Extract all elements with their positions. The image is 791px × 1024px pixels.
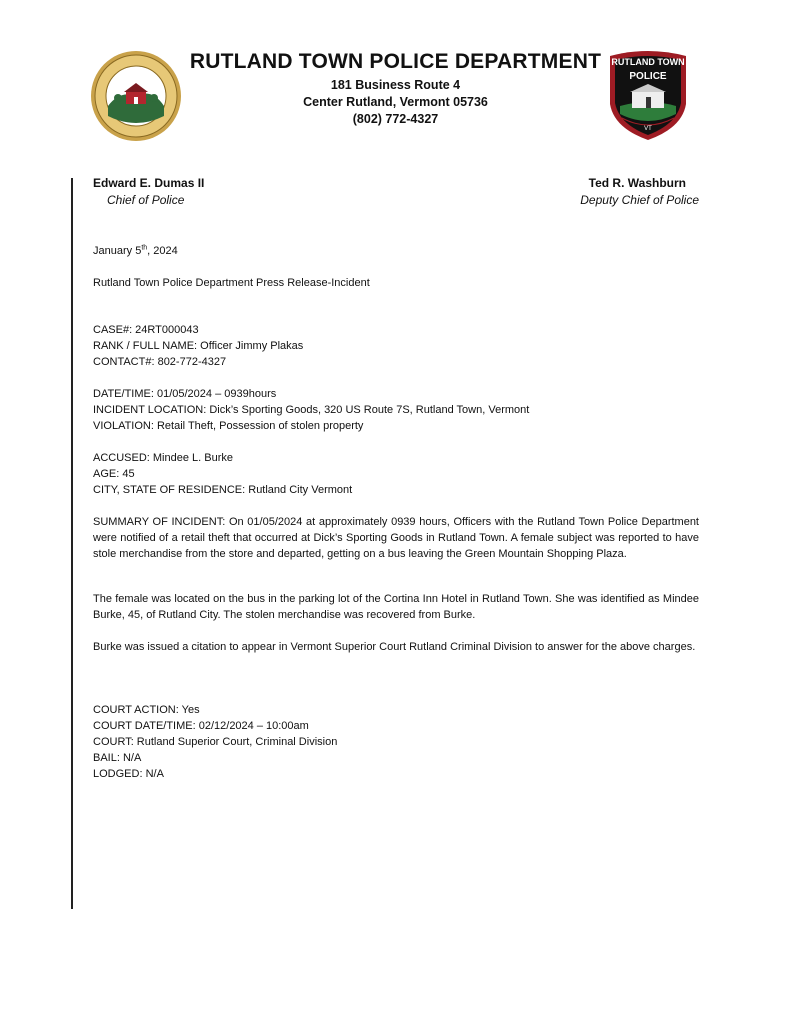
- accused-residence: CITY, STATE OF RESIDENCE: Rutland City Vermont: [93, 484, 353, 496]
- contact-number: CONTACT#: 802-772-4327: [93, 356, 227, 368]
- accused-name: ACCUSED: Mindee L. Burke: [93, 452, 233, 464]
- deputy-chief-name: Ted R. Washburn: [588, 176, 686, 190]
- incident-location: INCIDENT LOCATION: Dick’s Sporting Goods, 320 US Route 7S, Rutland Town, Vermont: [93, 404, 530, 416]
- police-patch-icon: [606, 48, 690, 142]
- bail-status: BAIL: N/A: [93, 752, 142, 764]
- release-subject: Rutland Town Police Department Press Release-Incident: [93, 277, 370, 289]
- patch-top-text: RUTLAND TOWN: [611, 57, 685, 67]
- court-action: COURT ACTION: Yes: [93, 704, 200, 716]
- accused-age: AGE: 45: [93, 468, 135, 480]
- address-line-1: 181 Business Route 4: [330, 78, 461, 92]
- patch-bottom-text: VT: [644, 126, 652, 132]
- summary-paragraph: SUMMARY OF INCIDENT: On 01/05/2024 at approximately 0939 hours, Officers with the Rutland Town Police Department were notified of a retail theft that occurred at Dick’s Sporting Goods in Rutland Town. A female subject was reported to have stole merchandise from the store and departed, getting on a bus leaving the Green Mountain Shopping Plaza.: [93, 516, 699, 560]
- violation: VIOLATION: Retail Theft, Possession of stolen property: [93, 420, 364, 432]
- department-title: RUTLAND TOWN POLICE DEPARTMENT: [189, 50, 602, 73]
- case-number: CASE#: 24RT000043: [93, 324, 199, 336]
- location-paragraph: The female was located on the bus in the parking lot of the Cortina Inn Hotel in Rutland Town. She was identified as Mindee Burke, 45, of Rutland City. The stolen merchandise was recovered from Burke.: [93, 593, 699, 621]
- patch-center-text: POLICE: [629, 71, 667, 82]
- deputy-chief-title: Deputy Chief of Police: [580, 193, 699, 207]
- citation-paragraph: Burke was issued a citation to appear in Vermont Superior Court Rutland Criminal Division to answer for the above charges.: [93, 641, 696, 653]
- incident-datetime: DATE/TIME: 01/05/2024 – 0939hours: [93, 388, 277, 400]
- lodged-status: LODGED: N/A: [93, 768, 164, 780]
- court-name: COURT: Rutland Superior Court, Criminal Division: [93, 736, 338, 748]
- release-date: January 5th, 2024: [93, 244, 178, 257]
- phone-number: (802) 772-4327: [352, 112, 439, 126]
- address-line-2: Center Rutland, Vermont 05736: [303, 95, 488, 109]
- officer-name: RANK / FULL NAME: Officer Jimmy Plakas: [93, 340, 304, 352]
- chief-title: Chief of Police: [107, 193, 185, 207]
- court-datetime: COURT DATE/TIME: 02/12/2024 – 10:00am: [93, 720, 309, 732]
- chief-name: Edward E. Dumas II: [93, 176, 205, 190]
- left-margin-rule: [71, 178, 73, 909]
